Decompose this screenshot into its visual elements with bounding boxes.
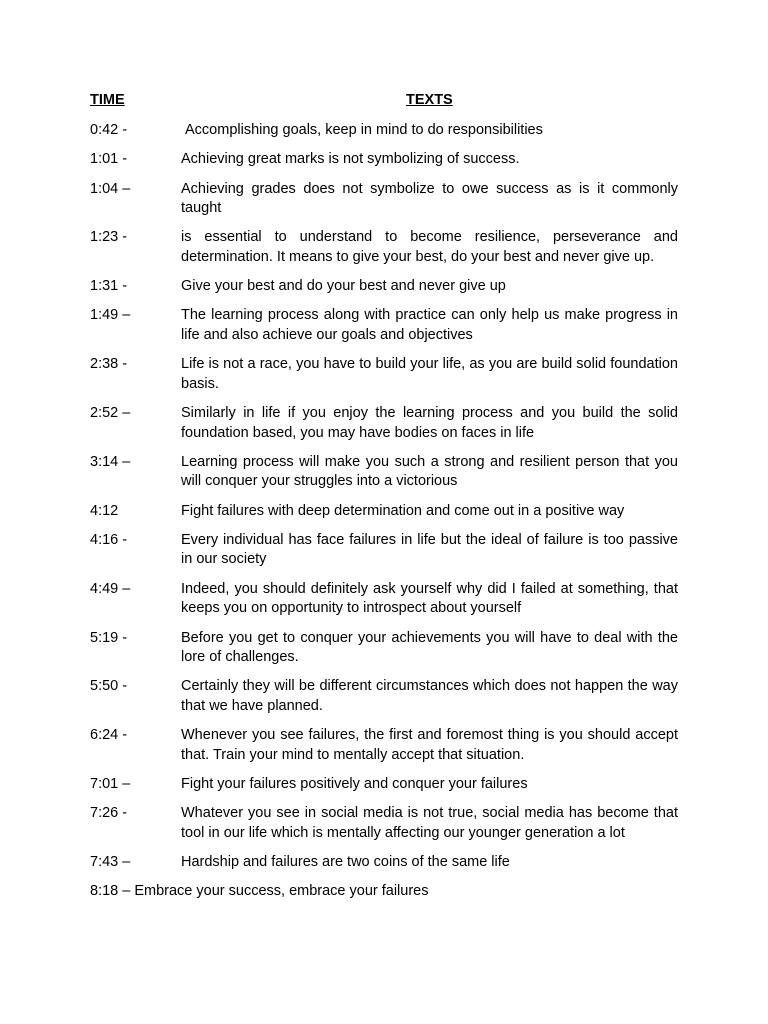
timestamp: 4:16 - [90,531,128,548]
transcript-row [90,629,678,668]
timestamp: 2:52 – [90,405,131,422]
transcript-row [90,726,678,765]
transcript-text: Every individual has face failures in life but the ideal of failure is too passive in our society [181,531,678,568]
transcript-row [90,277,678,297]
transcript-text: Accomplishing goals, keep in mind to do responsibilities [185,122,543,138]
transcript-row [90,228,678,267]
transcript-row [90,677,678,716]
transcript-document [90,92,678,902]
timestamp: 1:23 - [90,229,128,246]
timestamp: 7:26 - [90,805,128,822]
transcript-text: Before you get to conquer your achievements you will have to deal with the lore of challenges. [181,629,678,666]
transcript-row [90,580,678,619]
transcript-row [90,355,678,394]
texts-column-header: TEXTS [406,92,453,108]
timestamp: 2:38 - [90,356,128,373]
transcript-text: Give your best and do your best and never give up [181,278,506,295]
transcript-text: is essential to understand to become resilience, perseverance and determination. It means to give your best, do your best and never give up. [181,229,678,265]
timestamp: 0:42 - [90,122,128,138]
transcript-text: Similarly in life if you enjoy the learning process and you build the solid foundation based, you may have bodies on faces in life [181,405,678,441]
transcript-text: Whatever you see in social media is not true, social media has become that tool in our life which is mentally affecting our younger generation a lot [181,805,678,841]
timestamp: 1:04 – [90,180,131,197]
transcript-row [90,404,678,443]
transcript-row [90,150,678,170]
transcript-row [90,853,678,873]
transcript-text: Hardship and failures are two coins of the same life [181,854,510,871]
timestamp: 7:43 – [90,854,131,871]
timestamp: 7:01 – [90,775,131,792]
timestamp: 5:50 - [90,678,128,695]
transcript-row [90,775,678,795]
transcript-text: Learning process will make you such a strong and resilient person that you will conquer your struggles into a victorious [181,453,678,490]
timestamp: 4:49 – [90,580,131,597]
table-header [90,92,678,112]
transcript-text: Life is not a race, you have to build your life, as you are build solid foundation basis. [181,356,678,392]
transcript-text: Indeed, you should definitely ask yourself why did I failed at something, that keeps you on opportunity to introspect about yourself [181,580,678,617]
transcript-row [90,804,678,843]
transcript-row [90,121,678,141]
timestamp: 1:31 - [90,278,128,295]
transcript-text: Fight failures with deep determination and come out in a positive way [181,502,625,519]
timestamp: 4:12 [90,502,119,519]
transcript-text: Certainly they will be different circumstances which does not happen the way that we have planned. [181,678,678,714]
time-column-header: TIME [90,92,125,108]
transcript-row [90,180,678,219]
timestamp: 3:14 – [90,453,131,470]
transcript-text: Fight your failures positively and conquer your failures [181,775,528,792]
transcript-text: The learning process along with practice can only help us make progress in life and also achieve our goals and objectives [181,307,678,343]
timestamp: 5:19 - [90,629,128,646]
transcript-row [90,531,678,570]
timestamp: 1:49 – [90,307,131,324]
transcript-text: Achieving great marks is not symbolizing of success. [181,151,520,168]
transcript-row [90,306,678,345]
transcript-row [90,502,678,522]
timestamp: 6:24 - [90,727,128,744]
transcript-text: Whenever you see failures, the first and foremost thing is you should accept that. Train your mind to mentally accept that situation. [181,727,678,763]
timestamp: 1:01 - [90,151,128,168]
transcript-text: Achieving grades does not symbolize to owe success as is it commonly taught [181,180,678,217]
transcript-row [90,453,678,492]
final-line: 8:18 – Embrace your success, embrace your failures [90,883,429,900]
